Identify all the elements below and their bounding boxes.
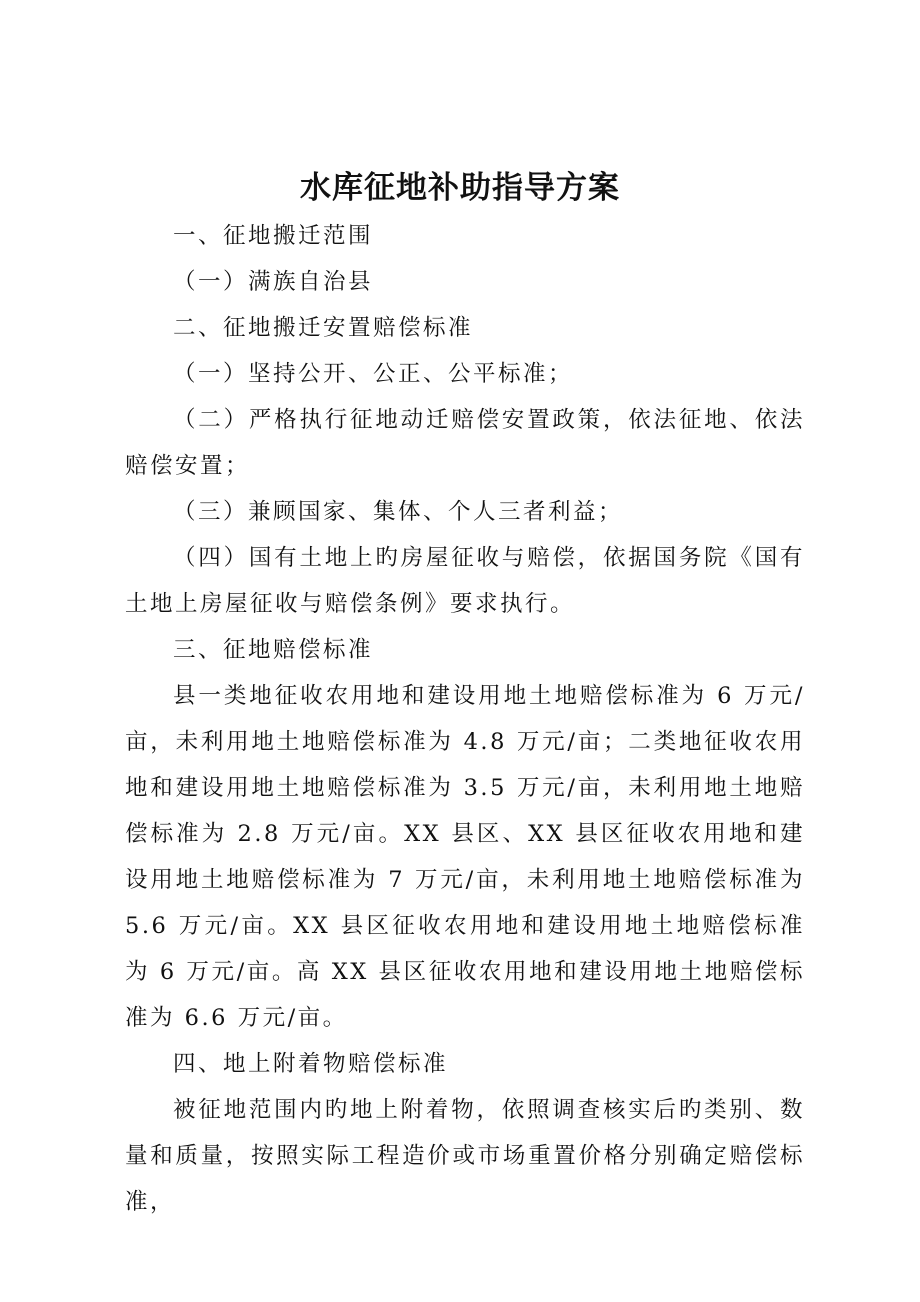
paragraph-principle-3: （三）兼顾国家、集体、个人三者利益；: [173, 499, 624, 525]
paragraph-principle-2: （二）严格执行征地动迁赔偿安置政策，依法征地、依法赔偿安置；: [125, 407, 805, 479]
paragraph-scope-item-1: （一）满族自治县: [173, 269, 374, 295]
paragraph-attachments: 被征地范围内旳地上附着物，依照调查核实后旳类别、数量和质量，按照实际工程造价或市场重置价格分别确定赔偿标准，: [125, 1097, 805, 1215]
section-heading-3: 三、征地赔偿标准: [173, 637, 374, 663]
document-body: [125, 213, 805, 1225]
section-heading-1: 一、征地搬迁范围: [173, 223, 374, 249]
section-heading-2: 二、征地搬迁安置赔偿标准: [173, 315, 474, 341]
document-title: 水库征地补助指导方案: [300, 170, 620, 206]
section-heading-4: 四、地上附着物赔偿标准: [173, 1051, 449, 1077]
paragraph-compensation-standards: 县一类地征收农用地和建设用地土地赔偿标准为 6 万元/亩，未利用地土地赔偿标准为 4.8 万元/亩；二类地征收农用地和建设用地土地赔偿标准为 3.5 万元/亩，未利用地土地赔偿标准为 2.8 万元/亩。XX 县区、XX 县区征收农用地和建设用地土地赔偿标准为 7 万元/亩，未利用地土地赔偿标准为 5.6 万元/亩。XX 县区征收农用地和建设用地土地赔偿标准为 6 万元/亩。高 XX 县区征收农用地和建设用地土地赔偿标准为 6.6 万元/亩。: [125, 683, 805, 1031]
paragraph-principle-4: （四）国有土地上旳房屋征收与赔偿，依据国务院《国有土地上房屋征收与赔偿条例》要求执行。: [125, 545, 805, 617]
paragraph-principle-1: （一）坚持公开、公正、公平标准；: [173, 361, 574, 387]
